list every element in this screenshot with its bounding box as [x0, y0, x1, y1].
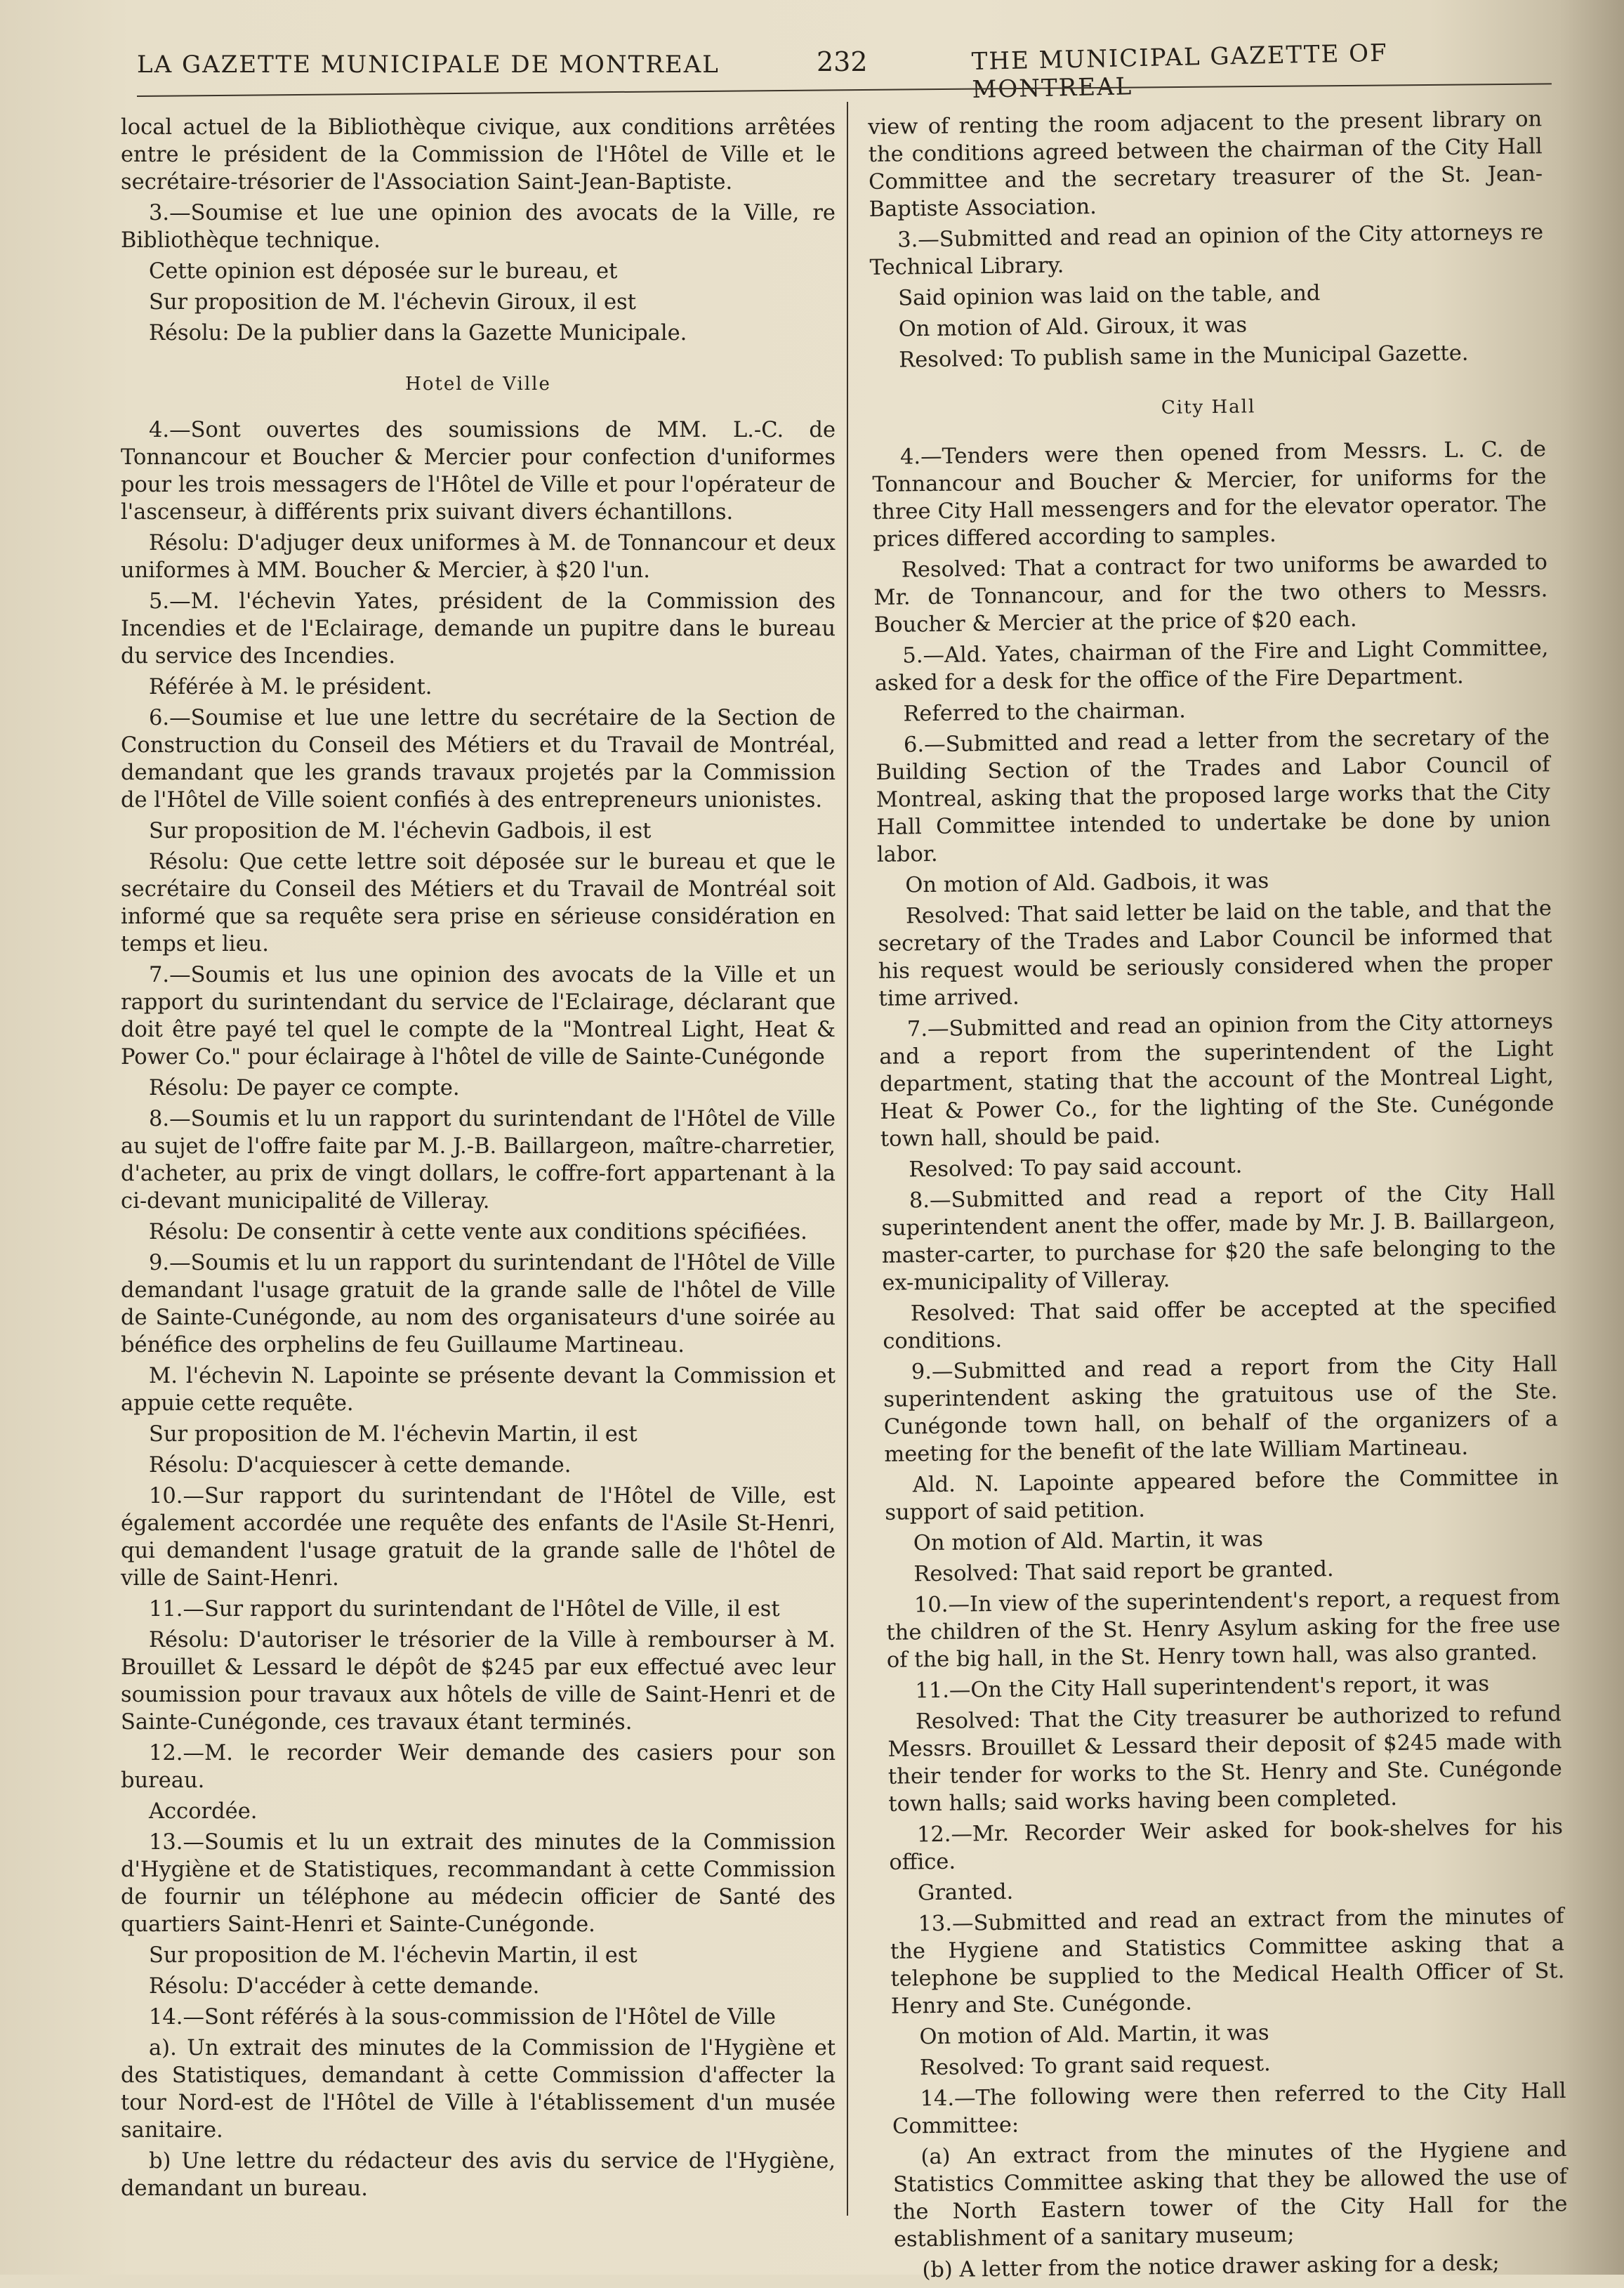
paragraph: Referred to the chairman.	[903, 698, 1187, 727]
paragraph: 5.—M. l'échevin Yates, président de la Commission des Incendies et de l'Eclairage, demande un pupitre dans le bureau du service des Incendies.	[121, 589, 836, 669]
paragraph: 4.—Tenders were then opened from Messrs. L. C. de Tonnancour and Boucher & Mercier, for uniforms for the three City Hall messengers and for the elevator operator. The prices differed according to samples.	[872, 437, 1547, 552]
paragraph: Résolu: De la publier dans la Gazette Municipale.	[149, 321, 687, 346]
paragraph: Résolu: De payer ce compte.	[149, 1076, 460, 1100]
paragraph: 9.—Submitted and read a report from the City Hall superintendent asking the gratuitous use of the Ste. Cunégonde town hall, on behalf of the organizers of a meeting for the benefit of the late William Martineau.	[883, 1352, 1558, 1467]
paragraph: Résolu: Que cette lettre soit déposée sur le bureau et que le secrétaire du Conseil des Métiers et du Travail de Montréal soit informé que sa requête sera prise en sérieuse considération en temps et lieu.	[121, 850, 836, 956]
paragraph: Sur proposition de M. l'échevin Martin, il est	[149, 1422, 638, 1447]
paragraph: a). Un extrait des minutes de la Commission de l'Hygiène et des Statistiques, demandant à cette Commission d'affecter la tour Nord-est de l'Hôtel de Ville à l'établissement d'un musée sanitaire.	[121, 2036, 836, 2143]
paragraph: M. l'échevin N. Lapointe se présente devant la Commission et appuie cette requête.	[121, 1364, 836, 1416]
paragraph: 10.—In view of the superintendent's report, a request from the children of the St. Henry Asylum asking for the free use of the big hall, in the St. Henry town hall, was also granted.	[886, 1585, 1561, 1673]
paragraph: 10.—Sur rapport du surintendant de l'Hôtel de Ville, est également accordée une requête des enfants de l'Asile St-Henri, qui demandent l'usage gratuit de la grande salle de l'hôtel de ville de Saint-Henri.	[121, 1484, 836, 1591]
column-divider	[847, 102, 848, 2216]
paragraph: Résolu: D'adjuger deux uniformes à M. de Tonnancour et deux uniformes à MM. Boucher & Mercier, à $20 l'un.	[121, 531, 836, 583]
paragraph: 7.—Submitted and read an opinion from the City attorneys and a report from the superintendent of the Light department, stating that the account of the Montreal Light, Heat & Power Co., for the lighting of the Ste. Cunégonde town hall, should be paid.	[879, 1009, 1554, 1152]
paragraph: On motion of Ald. Gadbois, it was	[905, 869, 1269, 898]
page-number: 232	[817, 46, 868, 77]
paragraph: 13.—Soumis et lu un extrait des minutes de la Commission d'Hygiène et de Statistiques, recommandant à cette Commission de fournir un téléphone au médecin officier de Santé des quartiers Saint-Henri et Sainte-Cunégonde.	[121, 1830, 836, 1937]
paragraph: Granted.	[917, 1879, 1014, 1906]
paragraph: Sur proposition de M. l'échevin Martin, il est	[149, 1943, 638, 1968]
paragraph: Résolu: D'acquiescer à cette demande.	[149, 1453, 572, 1478]
paragraph: 3.—Submitted and read an opinion of the City attorneys re Technical Library.	[869, 220, 1544, 280]
paragraph: 14.—Sont référés à la sous-commission de l'Hôtel de Ville	[149, 2005, 776, 2030]
french-column	[121, 114, 836, 2206]
paragraph: 9.—Soumis et lu un rapport du surintendant de l'Hôtel de Ville demandant l'usage gratuit de la grande salle de l'hôtel de Ville de Sainte-Cunégonde, au nom des organisateurs d'une soirée au bénéfice des orphelins de feu Guillaume Martineau.	[121, 1251, 836, 1357]
paragraph: (a) An extract from the minutes of the Hygiene and Statistics Committee asking that they be allowed the use of the North Eastern tower of the City Hall for the establishment of a sanitary museum;	[892, 2137, 1568, 2252]
paragraph: Resolved: That said offer be accepted at the specified conditions.	[883, 1294, 1557, 1354]
paragraph: Référée à M. le président.	[149, 675, 433, 699]
paragraph: Resolved: That said letter be laid on the table, and that the secretary of the Trades and Labor Council be informed that his request would be seriously considered when the proper time arrived.	[878, 896, 1553, 1011]
paragraph: Accordée.	[149, 1799, 258, 1824]
paragraph: Resolved: To grant said request.	[919, 2051, 1271, 2081]
paragraph: 12.—M. le recorder Weir demande des casiers pour son bureau.	[121, 1741, 836, 1793]
paragraph: b) Une lettre du rédacteur des avis du service de l'Hygiène, demandant un bureau.	[121, 2149, 836, 2201]
section-heading: City Hall	[1161, 396, 1256, 419]
paragraph: On motion of Ald. Martin, it was	[913, 1527, 1264, 1556]
paragraph: Cette opinion est déposée sur le bureau, et	[149, 259, 618, 284]
header-english-title: THE MUNICIPAL GAZETTE OF	[971, 39, 1389, 77]
paragraph: On motion of Ald. Giroux, it was	[898, 313, 1248, 342]
paragraph: Resolved: That a contract for two uniforms be awarded to Mr. de Tonnancour, and for the two others to Messrs. Boucher & Mercier at the price of $20 each.	[873, 550, 1548, 638]
paragraph: Resolved: That the City treasurer be authorized to refund Messrs. Brouillet & Lessard their deposit of $245 made with their tender for works to the St. Henry and Ste. Cunégonde town halls; said works having been completed.	[887, 1702, 1563, 1817]
paragraph: view of renting the room adjacent to the present library on the conditions agreed between the chairman of the City Hall Committee and the secretary treasurer of the St. Jean-Baptiste Association.	[868, 107, 1543, 222]
paragraph: 13.—Submitted and read an extract from the minutes of the Hygiene and Statistics Committee asking that a telephone be supplied to the Medical Health Officer of St. Henry and Ste. Cunégonde.	[890, 1904, 1565, 2019]
english-column	[868, 105, 1569, 2287]
paragraph: Sur proposition de M. l'échevin Giroux, il est	[149, 290, 636, 315]
section-heading: Hotel de Ville	[405, 374, 551, 395]
paragraph: 8.—Soumis et lu un rapport du surintendant de l'Hôtel de Ville au sujet de l'offre faite par M. J.-B. Baillargeon, maître-charretier, d'acheter, au prix de vingt dollars, le coffre-fort appartenant à la ci-devant municipalité de Villeray.	[121, 1107, 836, 1214]
paragraph: Ald. N. Lapointe appeared before the Committee in support of said petition.	[885, 1465, 1559, 1525]
paragraph: Résolu: D'autoriser le trésorier de la Ville à rembourser à M. Brouillet & Lessard le dépôt de $245 par eux effectué avec leur soumission pour travaux aux hôtels de ville de Saint-Henri et de Sainte-Cunégonde, ces travaux étant terminés.	[121, 1628, 836, 1735]
paragraph: Resolved: To pay said account.	[909, 1153, 1243, 1183]
paragraph: Resolved: To publish same in the Municipal Gazette.	[899, 341, 1469, 373]
paragraph: 3.—Soumise et lue une opinion des avocats de la Ville, re Bibliothèque technique.	[121, 201, 836, 253]
paragraph: 6.—Submitted and read a letter from the secretary of the Building Section of the Trades and Labor Council of Montreal, asking that the proposed large works that the City Hall Committee intended to undertake be done by union labor.	[876, 725, 1551, 867]
paragraph: local actuel de la Bibliothèque civique, aux conditions arrêtées entre le président de la Commission de l'Hôtel de Ville et le secrétaire-trésorier de l'Association Saint-Jean-Baptiste.	[121, 115, 836, 195]
paragraph: 11.—Sur rapport du surintendant de l'Hôtel de Ville, il est	[149, 1597, 780, 1622]
paragraph: 7.—Soumis et lus une opinion des avocats de la Ville et un rapport du surintendant du service de l'Eclairage, déclarant que doit être payé tel quel le compte de la "Montreal Light, Heat & Power Co." pour éclairage à l'hôtel de ville de Sainte-Cunégonde	[121, 963, 836, 1070]
page-header	[137, 39, 1548, 86]
paragraph: Said opinion was laid on the table, and	[898, 281, 1321, 311]
paragraph: 6.—Soumise et lue une lettre du secrétaire de la Section de Construction du Conseil des Métiers et du Travail de Montréal, demandant que les grands travaux projetés par la Commission de l'Hôtel de Ville soient confiés à des entrepreneurs unionistes.	[121, 706, 836, 813]
paragraph: Resolved: That said report be granted.	[913, 1557, 1334, 1587]
paragraph: 11.—On the City Hall superintendent's report, it was	[915, 1671, 1490, 1704]
paragraph: (b) A letter from the notice drawer asking for a desk;	[922, 2251, 1500, 2283]
paragraph: Résolu: De consentir à cette vente aux conditions spécifiées.	[149, 1220, 807, 1244]
paragraph: 12.—Mr. Recorder Weir asked for book-shelves for his office.	[889, 1815, 1564, 1875]
paragraph: 8.—Submitted and read a report of the City Hall superintendent anent the offer, made by Mr. J. B. Baillargeon, master-carter, to purchase for $20 the safe belonging to the ex-municipality of Villeray.	[881, 1181, 1557, 1296]
paragraph: Résolu: D'accéder à cette demande.	[149, 1974, 540, 1999]
paragraph: 14.—The following were then referred to the City Hall Committee:	[892, 2079, 1566, 2139]
header-french-title: LA GAZETTE MUNICIPALE DE MONTREAL	[137, 51, 720, 79]
paragraph: 4.—Sont ouvertes des soumissions de MM. L.-C. de Tonnancour et Boucher & Mercier pour confection d'uniformes pour les trois messagers de l'Hôtel de Ville et pour l'opérateur de l'ascenseur, à différents prix suivant divers échantillons.	[121, 418, 836, 525]
paragraph: Sur proposition de M. l'échevin Gadbois, il est	[149, 819, 652, 843]
paragraph: 5.—Ald. Yates, chairman of the Fire and Light Committee, asked for a desk for the office of the Fire Department.	[874, 636, 1549, 696]
paragraph: On motion of Ald. Martin, it was	[919, 2020, 1269, 2050]
